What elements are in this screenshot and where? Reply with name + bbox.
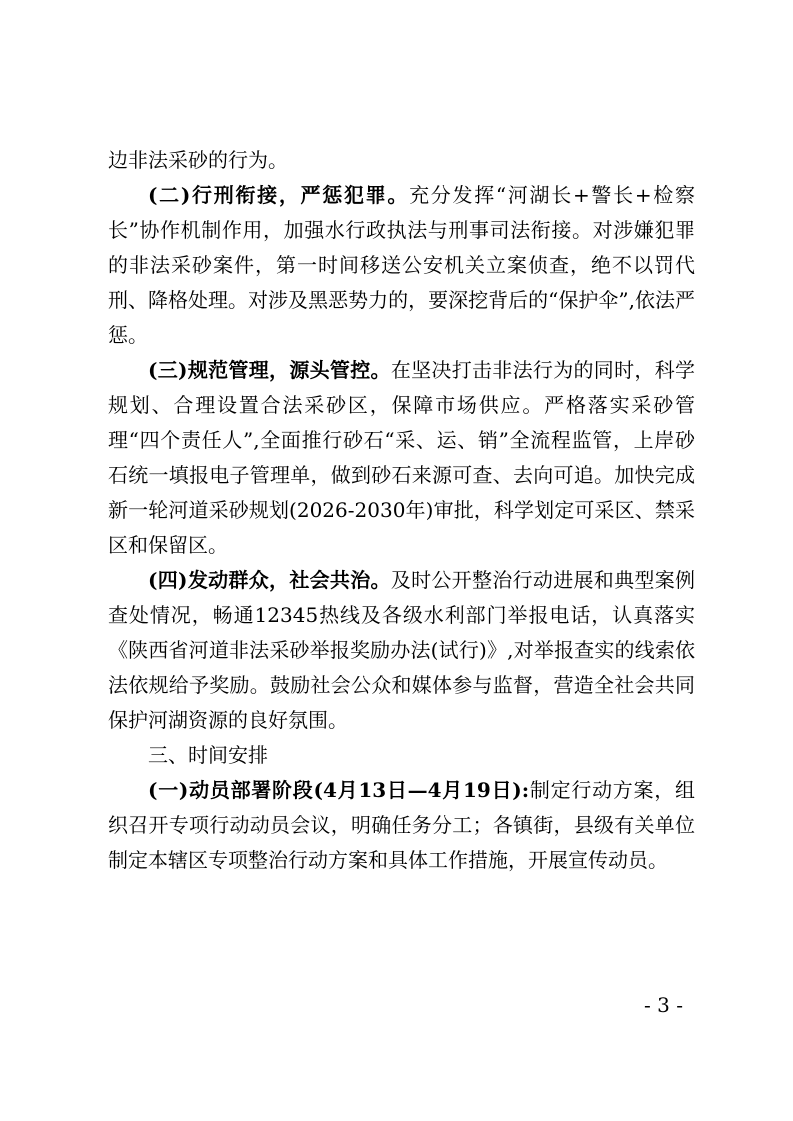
paragraph-text: 充分发挥“河湖长+警长+检察长”协作机制作用，加强水行政执法与刑事司法衔接。对涉嫌犯罪的非法采砂案件，第一时间移送公安机关立案侦查，绝不以罚代刑、降格处理。对涉及黑恶势力的，要深挖背后的“保护伞”,依法严惩。 <box>108 183 695 347</box>
section-heading-schedule: 三、时间安排 <box>148 743 268 767</box>
paragraph-standardized-management <box>108 353 695 563</box>
paragraph-public-participation <box>108 563 695 738</box>
document-body <box>108 143 695 878</box>
paragraph-text: 在坚决打击非法行为的同时，科学规划、合理设置合法采砂区，保障市场供应。严格落实采砂管理“四个责任人”,全面推行砂石“采、运、销”全流程监管，上岸砂石统一填报电子管理单，做到砂石来源可查、去向可追。加快完成新一轮河道采砂规划(2026-2030年)审批，科学划定可采区、禁采区和保留区。 <box>108 358 695 557</box>
paragraph-law-enforcement-linkage <box>108 178 695 353</box>
paragraph-lead: (三)规范管理，源头管控。 <box>148 358 391 382</box>
page-number: - 3 - <box>644 993 683 1017</box>
paragraph-text: 制定行动方案，组织召开专项行动动员会议，明确任务分工；各镇街，县级有关单位制定本辖区专项整治行动方案和具体工作措施，开展宣传动员。 <box>108 778 696 872</box>
paragraph-continuation <box>108 143 695 178</box>
paragraph-lead: (二)行刑衔接，严惩犯罪。 <box>148 183 410 207</box>
paragraph-text: 及时公开整治行动进展和典型案例查处情况，畅通12345热线及各级水利部门举报电话，认真落实《陕西省河道非法采砂举报奖励办法(试行)》,对举报查实的线索依法依规给予奖励。鼓励社会公众和媒体参与监督，营造全社会共同保护河湖资源的良好氛围。 <box>108 568 695 732</box>
paragraph-lead: (一)动员部署阶段(4月13日—4月19日): <box>148 778 530 802</box>
paragraph-lead: (四)发动群众，社会共治。 <box>148 568 391 592</box>
paragraph-mobilization-stage <box>108 773 695 878</box>
paragraph-text: 边非法采砂的行为。 <box>108 148 288 172</box>
